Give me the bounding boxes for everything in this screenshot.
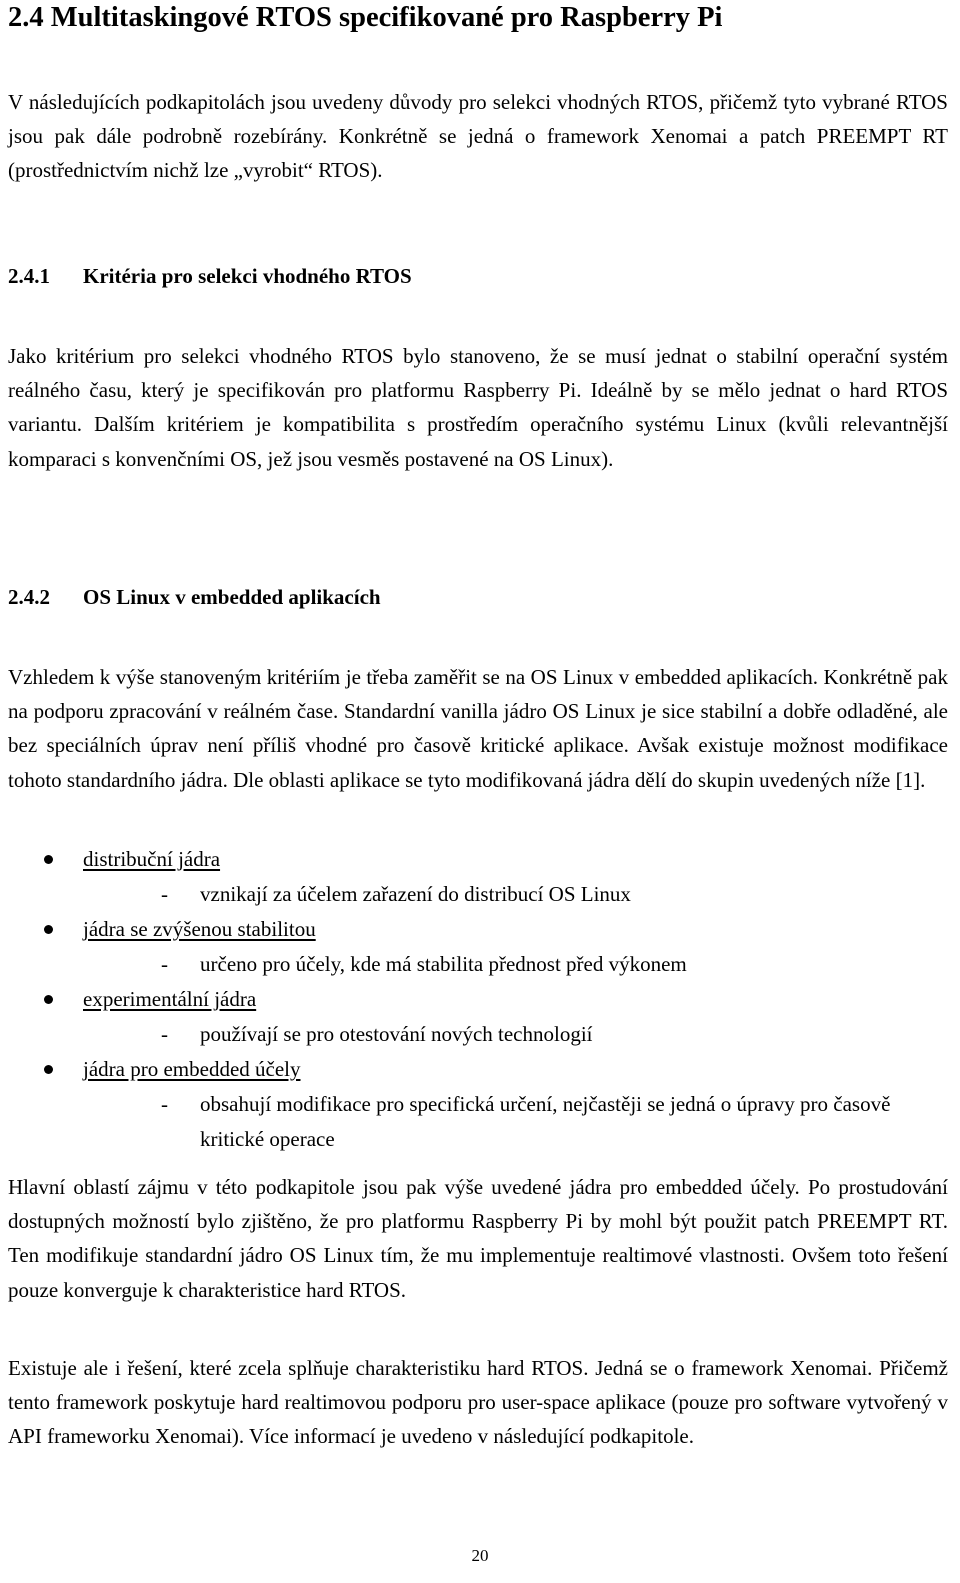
list-item-title: jádra se zvýšenou stabilitou [83,917,316,941]
list-item-description: používají se pro otestování nových technologií [200,1022,593,1046]
subsection-heading-2-4-2 [8,583,381,611]
list-item-title: jádra pro embedded účely [83,1057,301,1081]
xenomai-paragraph: Existuje ale i řešení, které zcela splňuje charakteristiku hard RTOS. Jedná se o framework Xenomai. Přičemž tento framework poskytuje hard realtimovou podporu pro user-space aplikace (pouze pro software vytvořený v API frameworku Xenomai). Více informací je uvedeno v následující podkapitole. [8,1356,948,1449]
dash-marker: - [161,882,168,906]
bullet-icon [44,995,53,1004]
preempt-rt-paragraph: Hlavní oblastí zájmu v této podkapitole jsou pak výše uvedené jádra pro embedded účely. Po prostudování dostupných možností bylo zjištěno, že pro platformu Raspberry Pi by mohl být použit patch PREEMPT RT. Ten modifikuje standardní jádro OS Linux tím, že mu implementuje realtimové vlastnosti. Ovšem toto řešení pouze konverguje k charakteristice hard RTOS. [8,1175,948,1302]
intro-paragraph: V následujících podkapitolách jsou uvedeny důvody pro selekci vhodných RTOS, přičemž tyto vybrané RTOS jsou pak dále podrobně rozebírány. Konkrétně se jedná o framework Xenomai a patch PREEMPT RT (prostřednictvím nichž lze „vyrobit“ RTOS). [8,90,948,183]
subsection-title: Kritéria pro selekci vhodného RTOS [83,264,412,288]
dash-marker: - [161,952,168,976]
subsection-title: OS Linux v embedded aplikacích [83,585,381,609]
list-item-description: vznikají za účelem zařazení do distribucí OS Linux [200,882,631,906]
section-heading [8,0,722,36]
bullet-icon [44,855,53,864]
bullet-icon [44,1065,53,1074]
list-item-description: obsahují modifikace pro specifická určení, nejčastěji se jedná o úpravy pro časově kritické operace [200,1092,891,1151]
bullet-icon [44,925,53,934]
subsection-heading-2-4-1 [8,262,412,290]
list-item-title: distribuční jádra [83,847,221,871]
section-title: Multitaskingové RTOS specifikované pro Raspberry Pi [50,2,723,33]
list-item [8,912,948,982]
list-item [8,982,948,1052]
dash-marker: - [161,1022,168,1046]
page-number: 20 [471,1546,489,1565]
list-item-title: experimentální jádra [83,987,257,1011]
criteria-paragraph: Jako kritérium pro selekci vhodného RTOS bylo stanoveno, že se musí jednat o stabilní operační systém reálného času, který je specifikován pro platformu Raspberry Pi. Ideálně by se mělo jednat o hard RTOS variantu. Dalším kritériem je kompatibilita s prostředím operačního systému Linux (kvůli relevantnější komparaci s konvenčními OS, jež jsou vesměs postavené na OS Linux). [8,344,948,471]
kernel-types-list [8,842,948,1157]
section-number: 2.4 [8,2,44,33]
subsection-number: 2.4.1 [8,264,50,288]
list-item [8,1052,948,1157]
linux-embedded-paragraph: Vzhledem k výše stanoveným kritériím je třeba zaměřit se na OS Linux v embedded aplikacích. Konkrétně pak na podporu zpracování v reálném čase. Standardní vanilla jádro OS Linux je sice stabilní a dobře odladěné, ale bez speciálních úprav není příliš vhodné pro časově kritické aplikace. Avšak existuje možnost modifikace tohoto standardního jádra. Dle oblasti aplikace se tyto modifikovaná jádra dělí do skupin uvedených níže [1]. [8,665,948,792]
subsection-number: 2.4.2 [8,585,50,609]
list-item [8,842,948,912]
list-item-description: určeno pro účely, kde má stabilita přednost před výkonem [200,952,687,976]
dash-marker: - [161,1092,168,1116]
